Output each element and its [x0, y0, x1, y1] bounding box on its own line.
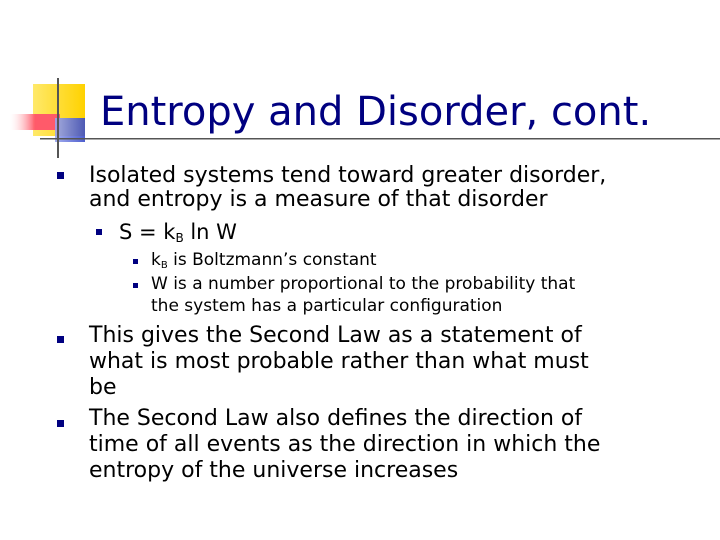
bullet-marker-1: [57, 172, 64, 179]
decor-red-bar: [10, 114, 60, 130]
bullet-1-line-2: and entropy is a measure of that disorder: [89, 187, 548, 212]
bullet-3-line-1: The Second Law also defines the direction of: [89, 406, 583, 431]
decor-vertical-line: [57, 78, 59, 158]
bullet-2-line-2: what is most probable rather than what must: [89, 349, 589, 374]
kb-main: k: [151, 250, 161, 270]
formula-pre: S = k: [119, 220, 176, 244]
bullet-3-line-2: time of all events as the direction in which the: [89, 432, 601, 457]
kb-sub: B: [160, 260, 168, 271]
kb-text: [151, 249, 377, 272]
kb-rest: is Boltzmann’s constant: [167, 250, 377, 270]
bullet-3-line-3: entropy of the universe increases: [89, 458, 459, 483]
sub-sub-bullet-marker-kb: [133, 259, 138, 264]
w-line-1: W is a number proportional to the probability that: [151, 274, 576, 294]
formula-text: [119, 219, 237, 245]
bullet-1-line-1: Isolated systems tend toward greater disorder,: [89, 163, 607, 188]
bullet-2-line-1: This gives the Second Law as a statement of: [89, 323, 582, 348]
bullet-2-line-3: be: [89, 375, 117, 400]
slide-title: Entropy and Disorder, cont.: [100, 89, 652, 135]
formula-sub: B: [175, 231, 184, 245]
formula-post: ln W: [183, 220, 237, 244]
decor-horizontal-line: [40, 138, 720, 140]
sub-bullet-marker-formula: [96, 229, 102, 235]
bullet-marker-2: [57, 336, 64, 343]
sub-sub-bullet-marker-w: [133, 283, 138, 288]
w-line-2: the system has a particular configuration: [151, 296, 503, 316]
bullet-marker-3: [57, 420, 64, 427]
